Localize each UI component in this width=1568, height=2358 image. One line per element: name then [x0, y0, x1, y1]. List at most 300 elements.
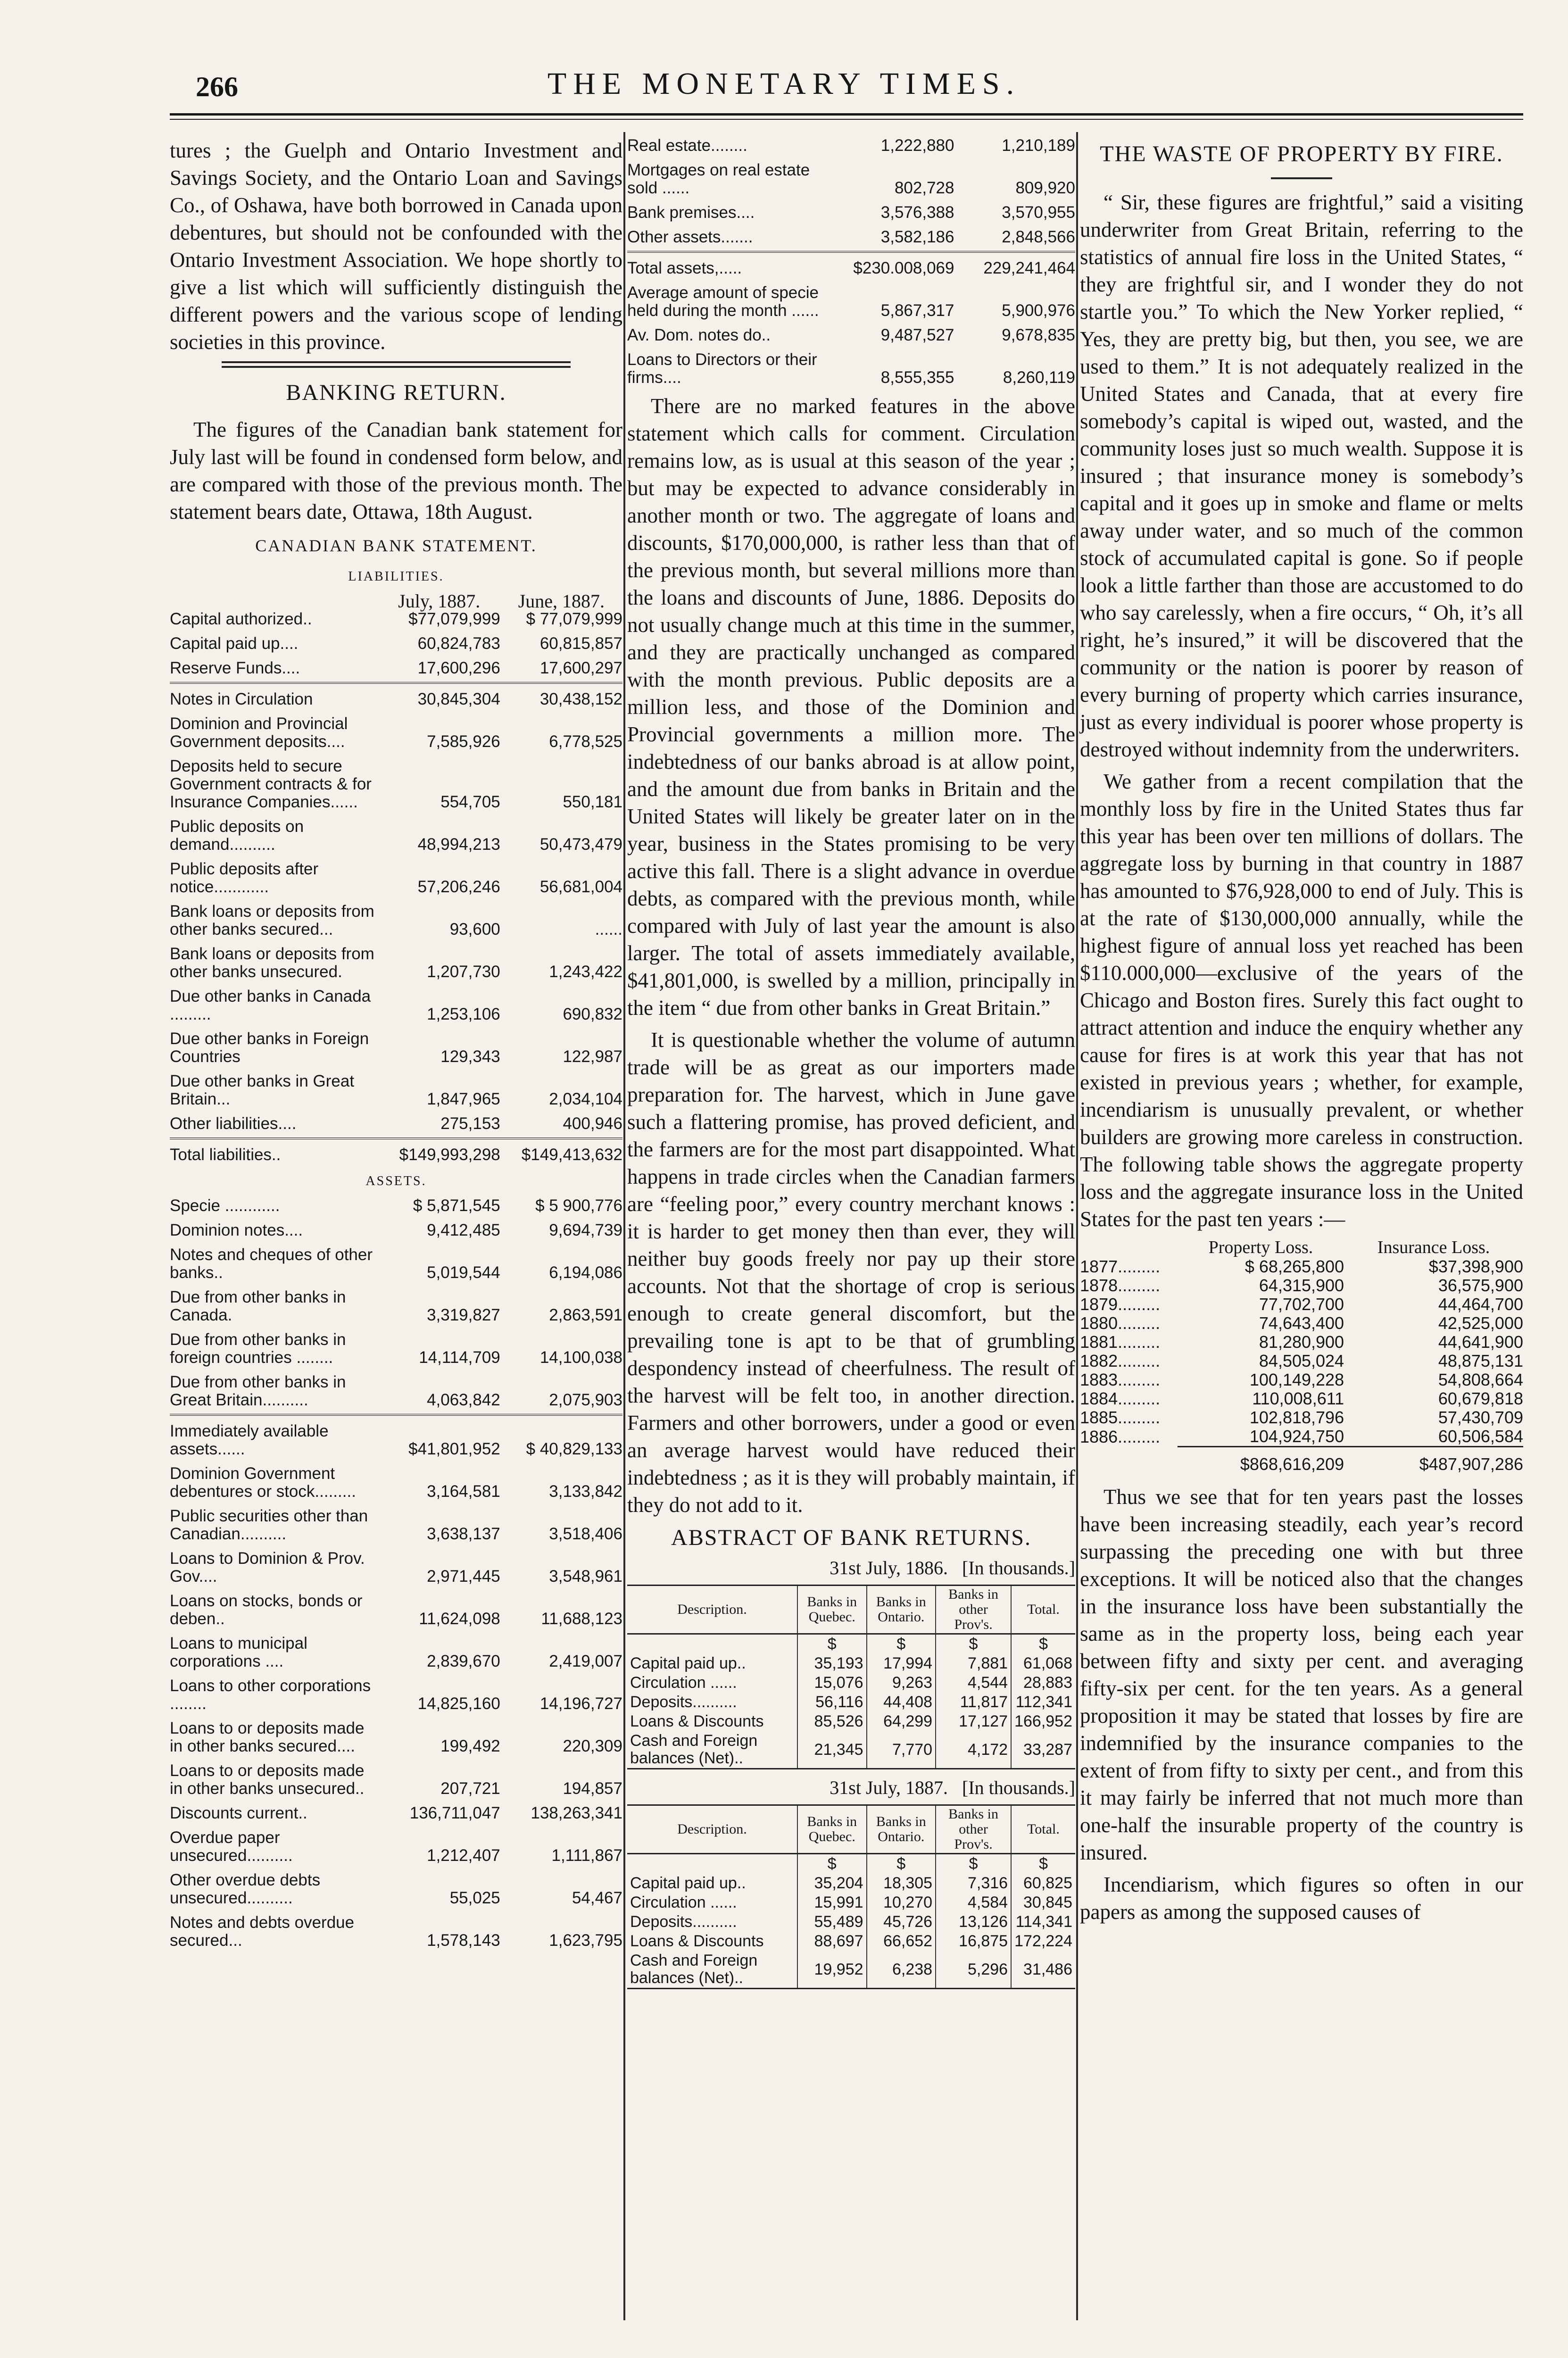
row-label: Other overdue debts unsecured.......... [170, 1871, 321, 1907]
table-row [170, 690, 622, 708]
banks-ontario: 64,299 [867, 1712, 936, 1731]
banks-quebec: 15,991 [797, 1893, 867, 1912]
value-june: 220,309 [563, 1737, 622, 1755]
assets-label: ASSETS. [365, 1174, 427, 1188]
insurance-loss: $37,398,900 [1428, 1257, 1523, 1276]
banks-other: 7,316 [936, 1874, 1011, 1893]
dollar-sign: $ [1011, 1634, 1075, 1654]
value-july: 554,705 [440, 793, 500, 811]
table-row [170, 1239, 622, 1282]
row-label: Immediately available assets...... [170, 1422, 329, 1458]
table-row [627, 1951, 1075, 1989]
total-property-loss: $868,616,209 [1178, 1447, 1344, 1474]
statement-title: CANADIAN BANK STATEMENT. [255, 536, 537, 555]
insurance-loss: 57,430,709 [1438, 1408, 1523, 1427]
dollar-row [627, 1854, 1075, 1874]
banks-ontario: 7,770 [867, 1731, 936, 1769]
dollar-sign: $ [797, 1854, 867, 1874]
banks-quebec: 35,204 [797, 1874, 867, 1893]
row-label: Loans to Dominion & Prov. Gov.... [170, 1549, 365, 1586]
year: 1886......... [1080, 1427, 1161, 1446]
banks-other: 4,544 [936, 1673, 1011, 1693]
rule [627, 251, 1075, 253]
assets-table-b [170, 1422, 622, 1950]
table-row [170, 1755, 622, 1798]
property-loss: 64,315,900 [1259, 1276, 1344, 1295]
value-june: 6,194,086 [549, 1263, 622, 1282]
value-june: 60,815,857 [539, 634, 622, 653]
row-label: Capital authorized.. [170, 610, 312, 628]
row-label: Average amount of specie held during the month ...... [627, 283, 819, 320]
value-june: 690,832 [563, 1005, 622, 1023]
header-quebec: Banks in Quebec. [797, 1586, 867, 1634]
table-row [627, 344, 1075, 387]
row-label: Av. Dom. notes do.. [627, 326, 771, 344]
dollar-sign: $ [1011, 1854, 1075, 1874]
value-july: 2,839,670 [427, 1652, 500, 1670]
insurance-loss: 42,525,000 [1438, 1313, 1523, 1333]
value-july: 3,638,137 [427, 1525, 500, 1543]
insurance-loss: 60,679,818 [1438, 1389, 1523, 1408]
fire-paragraph-4: Incendiarism, which figures so often in our papers as among the supposed causes of [1080, 1873, 1523, 1924]
value-june: ...... [595, 920, 622, 938]
value-july: 207,721 [440, 1779, 500, 1798]
value-june: 2,075,903 [549, 1391, 622, 1409]
value-june: 11,688,123 [541, 1610, 622, 1628]
banking-paragraph: The figures of the Canadian bank statement for July last will be found in condensed form below, and are compared with those of the previous month. The statement bears date, Ottawa, 18th August. [170, 418, 622, 523]
description: Deposits.......... [630, 1913, 737, 1931]
property-loss: 102,818,796 [1249, 1408, 1344, 1427]
table-row [170, 1543, 622, 1586]
column-3 [1080, 137, 1523, 1930]
table-row [170, 1865, 622, 1907]
row-label: Dominion Government debentures or stock......... [170, 1464, 356, 1501]
value-july: 2,971,445 [427, 1567, 500, 1586]
fire-paragraph-3: Thus we see that for ten years past the losses have been increasing steadily, each year’s record surpassing the preceding one with but three exceptions. It will be noticed also that the changes in the insurance loss have been substantially the same as in the property loss, being each year between fifty and sixty per cent. and averaging fifty-six per cent. for the ten years. As a general proposition it may be stated that losses by fire are indemnified by the insurance companies to the extent of from fifty to sixty per cent., and from this it may fairly be inferred that not much more than one-half the insurable property of the country is insured. [1080, 1485, 1523, 1864]
value-june: $ 77,079,999 [526, 610, 622, 628]
row-label: Total assets,..... [627, 259, 742, 277]
section-divider [222, 361, 571, 368]
total-liabilities-table [170, 1146, 622, 1164]
abstract-table-1887 [627, 1804, 1075, 1989]
header-ontario: Banks in Ontario. [867, 1586, 936, 1634]
value-july: 9,487,527 [880, 326, 954, 344]
table-row [170, 1023, 622, 1066]
row-label: Total liabilities.. [170, 1146, 281, 1164]
row-label: Loans to municipal corporations .... [170, 1634, 307, 1670]
total: 31,486 [1011, 1951, 1075, 1989]
row-label: Loans to or deposits made in other banks unsecured.. [170, 1761, 365, 1798]
table-row [1080, 1389, 1523, 1408]
banks-other: 17,127 [936, 1712, 1011, 1731]
row-label: Notes and cheques of other banks.. [170, 1245, 373, 1282]
row-label: Loans on stocks, bonds or deben.. [170, 1592, 363, 1628]
table-row [170, 1586, 622, 1628]
value-july: 5,867,317 [880, 301, 954, 320]
row-label: Loans to or deposits made in other banks secured.... [170, 1719, 365, 1755]
description: Deposits.......... [630, 1693, 737, 1711]
blank-cell [627, 1854, 797, 1874]
blank-cell [627, 1634, 797, 1654]
header-rule-bottom [170, 119, 1523, 120]
value-june: $ 5 900,776 [535, 1196, 622, 1215]
value-june: 809,920 [1015, 179, 1075, 197]
year: 1878......... [1080, 1276, 1161, 1295]
table-row [1080, 1333, 1523, 1352]
commentary-paragraph-2: It is questionable whether the volume of autumn trade will be as great as our importers made preparation for. The harvest, which in June gave such a flattering promise, has proved deficient, and the farmers are for the most part disappointed. What happens in trade circles when the Canadian farmers are “feeling poor,” every country merchant knows : it is harder to get money then than ever, they will neither buy goods freely nor pay up their store accounts. Not that the shortage of crop is serious enough to create general discomfort, but the prevailing tone is apt to be that of grumbling despondency instead of cheerfulness. The result of the harvest will be felt too, in another direction. Farmers and other borrowers, under a good or even an average harvest would have reduced their indebtedness ; as it is they will probably maintain, if they do not add to it. [627, 1028, 1075, 1517]
total: 30,845 [1011, 1893, 1075, 1912]
banks-ontario: 66,652 [867, 1932, 936, 1951]
value-july: 30,845,304 [417, 690, 500, 708]
value-june: 8,260,119 [1003, 368, 1075, 387]
table1-date: 31st July, 1886. [830, 1557, 948, 1578]
value-june: $149,413,632 [521, 1146, 622, 1164]
fire-loss-table [1080, 1237, 1523, 1474]
value-july: 48,994,213 [417, 835, 500, 854]
banks-other: 4,584 [936, 1893, 1011, 1912]
header-ontario: Banks in Ontario. [867, 1805, 936, 1854]
table-row [170, 1501, 622, 1543]
banks-other: 13,126 [936, 1912, 1011, 1932]
row-label: Bank loans or deposits from other banks unsecured. [170, 945, 374, 981]
value-july: 14,114,709 [419, 1348, 500, 1367]
value-july: $41,801,952 [408, 1440, 500, 1458]
table-row [170, 1146, 622, 1164]
total: 166,952 [1011, 1712, 1075, 1731]
row-label: Overdue paper unsecured.......... [170, 1828, 293, 1865]
banks-other: 11,817 [936, 1693, 1011, 1712]
total-insurance-loss: $487,907,286 [1344, 1447, 1523, 1474]
value-july: 8,555,355 [880, 368, 954, 387]
table1-dateline [627, 1554, 1075, 1582]
fire-total-row [1080, 1447, 1523, 1474]
total: 28,883 [1011, 1673, 1075, 1693]
banks-other: 7,881 [936, 1654, 1011, 1673]
value-june: 2,848,566 [1002, 228, 1075, 246]
banks-other: 5,296 [936, 1951, 1011, 1989]
value-june: 400,946 [563, 1114, 622, 1133]
value-june: 9,694,739 [549, 1221, 622, 1239]
banks-quebec: 88,697 [797, 1932, 867, 1951]
value-july: 1,578,143 [427, 1931, 500, 1950]
table-row [627, 1673, 1075, 1693]
value-july: 60,824,783 [417, 634, 500, 653]
table-row [170, 751, 622, 811]
row-label: Mortgages on real estate sold ...... [627, 161, 810, 197]
value-july: 1,253,106 [427, 1005, 500, 1023]
table-row [627, 259, 1075, 277]
header-property-loss: Property Loss. [1208, 1237, 1313, 1257]
commentary-paragraph-1: There are no marked features in the above statement which calls for comment. Circulation remains low, as is usual at this season of the year ; but may be expected to advance considerably in another month or two. The aggregate of loans and discounts, $170,000,000, is rather less than that of the previous month, but several millions more than the loans and discounts of June, 1886. Deposits do not usually change much at this time in the summer, and they are practically unchanged as compared with the month previous. Public deposits are a million less, and those of the Dominion and Provincial governments a million more. The indebtedness of our banks abroad is at allow point, and the amount due from banks in Britain and the United States will likely be greater later on in the year, business in the States promising to be very active this fall. There is a slight advance in overdue debts, as compared with the previous month, while compared with July of last year the amount is also larger. The total of assets immediately available, $41,801,000, is swelled by a million, principally in the item “ due from other banks in Great Britain.” [627, 394, 1075, 1020]
banks-quebec: 85,526 [797, 1712, 867, 1731]
table-row [627, 1912, 1075, 1932]
value-july: 14,825,160 [417, 1694, 500, 1713]
row-label: Bank premises.... [627, 203, 755, 222]
row-label: Other liabilities.... [170, 1114, 297, 1133]
value-july: 129,343 [440, 1047, 500, 1066]
value-june: 3,133,842 [549, 1482, 622, 1501]
row-label: Dominion notes.... [170, 1221, 303, 1239]
description: Capital paid up.. [630, 1654, 746, 1672]
value-june: 138,263,341 [531, 1804, 622, 1822]
table-row [170, 938, 622, 981]
value-june: 17,600,297 [539, 659, 622, 677]
table-row [170, 981, 622, 1023]
header-description: Description. [677, 1602, 747, 1617]
table-row [1080, 1295, 1523, 1314]
total: 60,825 [1011, 1874, 1075, 1893]
rule [170, 1137, 622, 1139]
table-row [627, 222, 1075, 246]
header-other: Banks in other Prov's. [936, 1586, 1011, 1634]
banks-ontario: 45,726 [867, 1912, 936, 1932]
value-june: 54,467 [572, 1889, 622, 1907]
assets-table-a [170, 1197, 622, 1409]
table-row [627, 1693, 1075, 1712]
value-july: $230.008,069 [853, 259, 954, 277]
table-row [627, 155, 1075, 197]
table-row [170, 1367, 622, 1409]
column-divider-2 [1076, 132, 1078, 2320]
value-june: 550,181 [563, 793, 622, 811]
table-row [627, 1874, 1075, 1893]
table-row [627, 1731, 1075, 1769]
table-row [1080, 1257, 1523, 1276]
dollar-sign: $ [936, 1634, 1011, 1654]
row-label: Discounts current.. [170, 1804, 307, 1822]
row-label: Reserve Funds.... [170, 659, 300, 677]
row-label: Due from other banks in foreign countries ........ [170, 1330, 346, 1367]
description: Capital paid up.. [630, 1874, 746, 1892]
insurance-loss: 36,575,900 [1438, 1276, 1523, 1295]
table2-note: [In thousands.] [962, 1777, 1075, 1798]
table-row [627, 277, 1075, 320]
assets-table-d [627, 259, 1075, 387]
row-label: Specie ............ [170, 1196, 280, 1215]
fire-paragraph-2: We gather from a recent compilation that the monthly loss by fire in the United States thus far this year has been over ten millions of dollars. The aggregate loss by burning in that country in 1887 has amounted to $76,928,000 to end of July. This is at the rate of $130,000,000 annually, while the highest figure of annual loss yet reached has been $110.000,000—exclusive of the years of the Chicago and Boston fires. Surely this fact ought to attract attention and induce the enquiry whether any cause for fires is at work this year that has not existed in previous years ; whether, for example, incendiarism is unusually prevalent, or whether builders are growing more careless in construction. The following table shows the aggregate property loss and the aggregate insurance loss in the United States for the past ten years :— [1080, 770, 1523, 1231]
table-row [1080, 1276, 1523, 1295]
year: 1882......... [1080, 1351, 1161, 1370]
row-label: Loans to other corporations ........ [170, 1677, 371, 1713]
statement-top-table [170, 592, 622, 677]
value-june: 3,548,961 [549, 1567, 622, 1586]
banks-quebec: 56,116 [797, 1693, 867, 1712]
value-june: 6,778,525 [549, 732, 622, 751]
abstract-table-1886 [627, 1585, 1075, 1769]
column-divider-1 [623, 132, 625, 2320]
column-2 [627, 137, 1075, 1994]
value-july: 1,847,965 [427, 1090, 500, 1108]
table-row [170, 854, 622, 896]
value-july: 136,711,047 [409, 1804, 500, 1822]
insurance-loss: 60,506,584 [1438, 1427, 1523, 1446]
total: 114,341 [1011, 1912, 1075, 1932]
table-row [170, 896, 622, 938]
row-label: Dominion and Provincial Government deposits.... [170, 714, 348, 751]
table-row [170, 1197, 622, 1215]
value-july: 9,412,485 [427, 1221, 500, 1239]
total: 112,341 [1011, 1693, 1075, 1712]
table2-dateline [627, 1774, 1075, 1802]
table-row [170, 1458, 622, 1501]
value-july: 3,582,186 [880, 228, 954, 246]
table-row [627, 137, 1075, 155]
value-july: 3,576,388 [880, 203, 954, 222]
value-july: 55,025 [449, 1889, 500, 1907]
value-june: 30,438,152 [539, 690, 622, 708]
value-july: 802,728 [894, 179, 954, 197]
dollar-row [627, 1634, 1075, 1654]
liabilities-label: LIABILITIES. [348, 569, 444, 584]
banks-quebec: 21,345 [797, 1731, 867, 1769]
value-july: 11,624,098 [419, 1610, 500, 1628]
value-june: 56,681,004 [539, 878, 622, 896]
masthead: THE MONETARY TIMES. [547, 66, 1021, 101]
row-label: Real estate........ [627, 136, 747, 155]
property-loss: 110,008,611 [1252, 1389, 1344, 1408]
property-loss: 74,643,400 [1259, 1313, 1344, 1333]
description: Loans & Discounts [630, 1932, 764, 1950]
value-july: 3,319,827 [427, 1306, 500, 1324]
year: 1885......... [1080, 1408, 1161, 1427]
intro-paragraph: tures ; the Guelph and Ontario Investment and Savings Society, and the Ontario Loan and Savings Co., of Oshawa, have both borrowed in Canada upon debentures, but should not be confounded with the Ontario Investment Association. We hope shortly to give a list which will sufficiently distinguish the different powers and the various scope of lending societies in this province. [170, 139, 622, 354]
table-row [1080, 1314, 1523, 1333]
column-1 [170, 137, 622, 1950]
dollar-sign: $ [867, 1854, 936, 1874]
row-label: Bank loans or deposits from other banks secured... [170, 902, 374, 938]
table-row [170, 1628, 622, 1670]
value-june: 1,623,795 [549, 1931, 622, 1950]
value-june: 2,034,104 [549, 1090, 622, 1108]
dollar-sign: $ [797, 1634, 867, 1654]
property-loss: 81,280,900 [1259, 1332, 1344, 1352]
value-june: 1,243,422 [549, 963, 622, 981]
table-row [170, 1215, 622, 1239]
header-description: Description. [677, 1821, 747, 1837]
banks-ontario: 17,994 [867, 1654, 936, 1673]
header-rule-top [170, 113, 1523, 116]
liabilities-table [170, 690, 622, 1133]
table2-date: 31st July, 1887. [830, 1777, 948, 1798]
year: 1884......... [1080, 1389, 1161, 1408]
row-label: Public deposits on demand.......... [170, 817, 304, 854]
table-row [627, 1654, 1075, 1673]
table-row [170, 653, 622, 677]
banks-ontario: 9,263 [867, 1673, 936, 1693]
year: 1877......... [1080, 1257, 1161, 1276]
assets-table-c [627, 137, 1075, 246]
value-july: 7,585,926 [427, 732, 500, 751]
header-other: Banks in other Prov's. [936, 1805, 1011, 1854]
description: Circulation ...... [630, 1893, 737, 1911]
insurance-loss: 54,808,664 [1438, 1370, 1523, 1389]
year: 1880......... [1080, 1313, 1161, 1333]
dollar-sign: $ [867, 1634, 936, 1654]
table-row [170, 708, 622, 751]
table-row [170, 1066, 622, 1108]
header-insurance-loss: Insurance Loss. [1377, 1237, 1490, 1257]
value-july: 4,063,842 [427, 1391, 500, 1409]
banks-quebec: 55,489 [797, 1912, 867, 1932]
value-july: 5,019,544 [427, 1263, 500, 1282]
value-july: 1,207,730 [427, 963, 500, 981]
description: Cash and Foreign balances (Net).. [627, 1731, 797, 1769]
header-total: Total. [1011, 1586, 1075, 1634]
table-row [170, 628, 622, 653]
row-label: Notes and debts overdue secured... [170, 1913, 355, 1950]
property-loss: 77,702,700 [1259, 1295, 1344, 1314]
value-june: 229,241,464 [983, 259, 1075, 277]
row-label: Capital paid up.... [170, 634, 299, 653]
value-june: 3,570,955 [1002, 203, 1075, 222]
abstract-heading: ABSTRACT OF BANK RETURNS. [671, 1525, 1031, 1550]
row-label: Loans to Directors or their firms.... [627, 350, 817, 387]
dollar-sign: $ [936, 1854, 1011, 1874]
row-label: Other assets....... [627, 228, 753, 246]
table-row [170, 1713, 622, 1755]
value-june: $ 40,829,133 [526, 1440, 622, 1458]
property-loss: $ 68,265,800 [1244, 1257, 1344, 1276]
value-july: 17,600,296 [417, 659, 500, 677]
table-row [1080, 1427, 1523, 1447]
value-july: 275,153 [440, 1114, 500, 1133]
insurance-loss: 44,641,900 [1438, 1332, 1523, 1352]
value-june: 2,863,591 [549, 1306, 622, 1324]
page-number: 266 [196, 71, 238, 102]
banks-quebec: 19,952 [797, 1951, 867, 1989]
row-label: Public securities other than Canadian.......... [170, 1507, 368, 1543]
value-june: 1,111,867 [551, 1846, 622, 1865]
row-label: Deposits held to secure Government contracts & for Insurance Companies...... [170, 757, 372, 811]
banks-ontario: 6,238 [867, 1951, 936, 1989]
table-row [1080, 1370, 1523, 1389]
property-loss: 84,505,024 [1259, 1351, 1344, 1370]
description: Loans & Discounts [630, 1712, 764, 1730]
total: 61,068 [1011, 1654, 1075, 1673]
banks-other: 4,172 [936, 1731, 1011, 1769]
table-row [627, 197, 1075, 222]
insurance-loss: 48,875,131 [1438, 1351, 1523, 1370]
value-june: 9,678,835 [1002, 326, 1075, 344]
row-label: Due other banks in Foreign Countries [170, 1030, 369, 1066]
table-row [170, 1907, 622, 1950]
fire-article-heading: THE WASTE OF PROPERTY BY FIRE. [1100, 141, 1503, 166]
banks-ontario: 18,305 [867, 1874, 936, 1893]
header-quebec: Banks in Quebec. [797, 1805, 867, 1854]
total: 172,224 [1011, 1932, 1075, 1951]
value-july: $77,079,999 [408, 610, 500, 628]
value-june: 5,900,976 [1002, 301, 1075, 320]
banks-other: 16,875 [936, 1932, 1011, 1951]
table-row [627, 320, 1075, 344]
table-row [1080, 1408, 1523, 1427]
rule [170, 1414, 622, 1416]
col-head-june: June, 1887. [518, 590, 605, 612]
row-label: Due other banks in Great Britain... [170, 1072, 355, 1108]
value-july: 1,222,880 [880, 136, 954, 155]
value-july: $149,993,298 [399, 1146, 500, 1164]
value-july: 199,492 [440, 1737, 500, 1755]
table-row [170, 1282, 622, 1324]
table-row [627, 1712, 1075, 1731]
banks-quebec: 35,193 [797, 1654, 867, 1673]
fire-paragraph-1: “ Sir, these figures are frightful,” said a visiting underwriter from Great Britain, referring to the statistics of annual fire loss in the United States, “ they are frightful sir, and I wonder they do not startle you.” To which the New Yorker replied, “ Yes, they are pretty big, but then, you see, we are used to them.” It is not adequately realized in the United States and Canada, that at every fire somebody’s capital is wiped out, wasted, and the community loses just so much wealth. Suppose it is insured ; that insurance money is somebody’s capital and it goes up in smoke and flame or melts away under water, and so much of the common stock of accumulated capital is gone. So if people look a little farther than those are accustomed to do who say carelessly, when a fire occurs, “ Oh, it’s all right, he’s insured,” it will be discovered that the community or the nation is poorer by reason of every burning of property which carries insurance, just as every individual is poorer whose property is destroyed without indemnity from the underwriters. [1080, 191, 1523, 761]
description: Cash and Foreign balances (Net).. [627, 1951, 797, 1989]
table-row [170, 1670, 622, 1713]
table-row [170, 1422, 622, 1458]
table-row [627, 1932, 1075, 1951]
row-label: Due from other banks in Canada. [170, 1288, 346, 1324]
